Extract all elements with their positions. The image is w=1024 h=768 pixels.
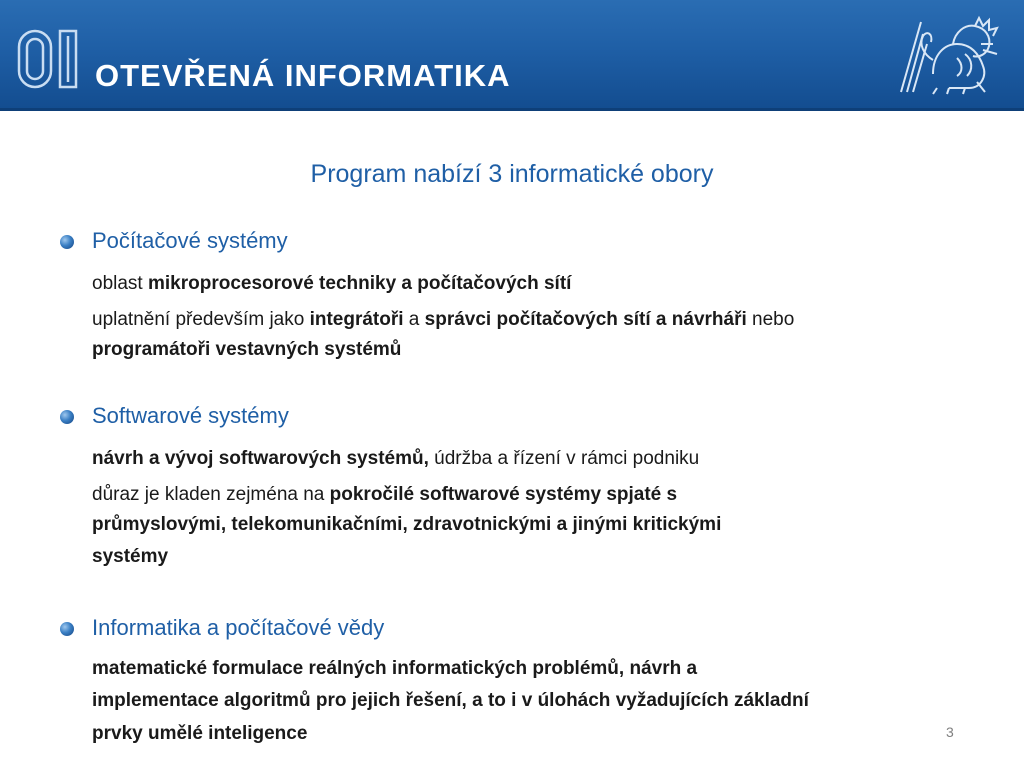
bullet-icon xyxy=(60,235,74,249)
section-line xyxy=(92,268,972,299)
text-run-bold: matematické formulace reálných informatických problémů, návrh a xyxy=(92,658,698,679)
section-line xyxy=(92,541,972,572)
page-number: 3 xyxy=(946,724,954,740)
text-run-bold: integrátoři xyxy=(309,309,404,330)
section-line xyxy=(92,653,972,684)
text-run-bold: prvky umělé inteligence xyxy=(92,723,308,744)
text-run-bold: implementace algoritmů pro jejich řešení, a to i v úlohách vyžadujících základní xyxy=(92,690,809,711)
section-title: Počítačové systémy xyxy=(92,228,288,253)
text-run: a xyxy=(403,309,425,330)
section-title: Informatika a počítačové vědy xyxy=(92,615,385,640)
header-title: OTEVŘENÁ INFORMATIKA xyxy=(95,58,511,93)
section-line xyxy=(92,479,972,510)
section-line xyxy=(92,509,972,540)
text-run-bold: správci počítačových sítí a návrháři xyxy=(424,309,747,330)
text-run-bold: programátoři vestavných systémů xyxy=(92,339,402,360)
text-run: uplatnění především jako xyxy=(92,309,310,330)
text-run-bold: pokročilé softwarové systémy spjaté s xyxy=(329,484,678,505)
text-run-bold: návrh a vývoj softwarových systémů, xyxy=(92,448,429,469)
bullet-icon xyxy=(60,410,74,424)
section-line xyxy=(92,685,972,716)
bullet-icon xyxy=(60,622,74,636)
text-run: údržba a řízení v rámci podniku xyxy=(428,448,700,469)
section-line xyxy=(92,443,972,474)
section-line xyxy=(92,334,972,365)
slide-heading: Program nabízí 3 informatické obory xyxy=(310,160,714,188)
text-run-bold: průmyslovými, telekomunikačními, zdravotnickými a jinými kritickými xyxy=(92,514,722,535)
text-run-bold: mikroprocesorové techniky a počítačových sítí xyxy=(147,273,572,294)
section-line xyxy=(92,718,972,749)
section-line xyxy=(92,304,972,335)
text-run: nebo xyxy=(746,309,795,330)
section-title: Softwarové systémy xyxy=(92,403,289,428)
text-run: důraz je kladen zejména na xyxy=(92,484,330,505)
text-run: oblast xyxy=(92,273,148,294)
text-run-bold: systémy xyxy=(92,546,169,567)
